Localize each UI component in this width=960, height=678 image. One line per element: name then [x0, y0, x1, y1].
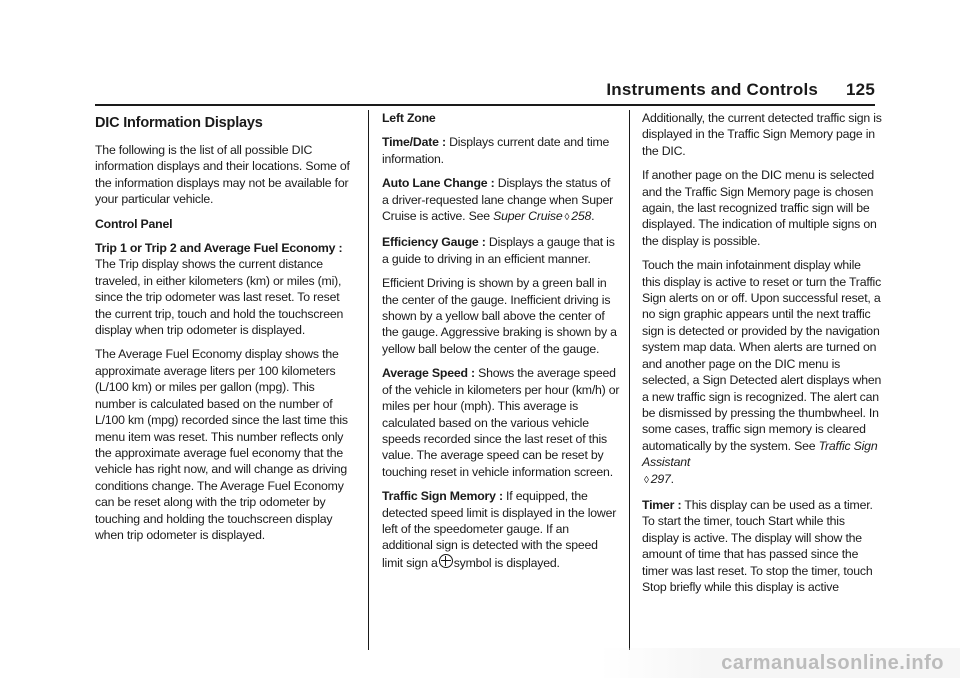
average-speed-term: Average Speed :: [382, 366, 475, 381]
intro-paragraph: The following is the list of all possible DIC information displays and their locations. Some of the information displays may not be available for your particular vehicle.: [95, 143, 350, 207]
page-ref-icon: ◊: [564, 212, 570, 224]
column-2: [382, 110, 620, 579]
auto-lane-change-paragraph: Auto Lane Change : Displays the status of a driver-requested lane change when Super Cruise is active. See Super Cruise ◊ 258.: [382, 176, 614, 224]
subheading-left-zone: Left Zone: [382, 111, 436, 125]
column-divider-1: [368, 110, 369, 650]
section-heading: DIC Information Displays: [95, 115, 263, 131]
trip-text: The Trip display shows the current distance traveled, in either kilometers (km) or miles (mi), since the trip odometer was last reset. To reset the current trip, touch and hold the touchscreen display when trip odometer is displayed.: [95, 257, 344, 338]
traffic-sign-assistant-link[interactable]: Traffic Sign Assistant: [642, 438, 878, 470]
traffic-sign-memory-text: If equipped, the detected speed limit is displayed in the lower left of the speedometer gauge. If an additional sign is detected with the speed limit sign a: [382, 489, 617, 570]
menu-page-paragraph: If another page on the DIC menu is selected and the Traffic Sign Memory page is chosen again, the last recognized traffic sign will be displayed. The indication of multiple signs on the display is possible.: [642, 168, 877, 248]
auto-lane-change-term: Auto Lane Change :: [382, 176, 495, 191]
reset-alerts-paragraph: Touch the main infotainment display while this display is active to reset or turn the Traffic Sign alerts on or off. Upon successful reset, a no sign graphic appears until the next traffic sign is detected or provided by the navigation system map data. When alerts are turned on and another page on the DIC menu is selected, a Sign Detected alert displays when a new traffic sign is recognized. The alert can be dismissed by pressing the thumbwheel. In some cases, traffic sign memory is cleared automatically by the system. See Traffic Sign Assistant ◊ 297.: [642, 258, 882, 486]
page-ref-icon: ◊: [644, 474, 649, 486]
efficiency-gauge-text: Displays a gauge that is a guide to driving in an efficient manner.: [382, 235, 615, 266]
efficiency-gauge-paragraph: [382, 234, 620, 267]
traffic-sign-memory-text-end: symbol is displayed.: [453, 555, 560, 570]
auto-lane-change-text: Displays the status of a driver-requested lane change when Super Cruise is active. See: [382, 176, 614, 224]
column-3: [642, 110, 882, 603]
page-header: [0, 80, 875, 100]
traffic-sign-memory-paragraph: [382, 488, 620, 571]
traffic-sign-memory-term: Traffic Sign Memory :: [382, 489, 503, 504]
time-date-text: Displays current date and time information.: [382, 135, 610, 166]
column-1: [95, 110, 357, 551]
column-divider-2: [629, 110, 630, 650]
timer-term: Timer :: [642, 497, 682, 512]
circle-plus-icon: [439, 554, 453, 568]
watermark: carmanualsonline.info: [600, 648, 960, 678]
super-cruise-link[interactable]: Super Cruise: [493, 209, 563, 224]
efficient-driving-paragraph: Efficient Driving is shown by a green ball in the center of the gauge. Inefficient driving is shown by a yellow ball above the center of the gauge. Aggressive braking is shown by a yellow ball below the center of the gauge.: [382, 276, 617, 356]
time-date-term: Time/Date :: [382, 135, 446, 150]
super-cruise-page[interactable]: 258: [571, 209, 592, 224]
header-divider: [95, 104, 875, 106]
section-title: Instruments and Controls: [606, 80, 819, 99]
traffic-sign-assistant-page[interactable]: 297: [650, 471, 671, 486]
time-date-paragraph: [382, 134, 620, 167]
trip-term: Trip 1 or Trip 2 and Average Fuel Economy :: [95, 241, 343, 256]
efficiency-gauge-term: Efficiency Gauge :: [382, 235, 486, 250]
timer-paragraph: [642, 497, 882, 595]
timer-text: This display can be used as a timer. To start the timer, touch Start while this display is active. The display will show the amount of time that has passed since the timer was last reset. To stop the timer, touch Stop briefly while this display is active: [642, 497, 873, 594]
average-speed-text: Shows the average speed of the vehicle in kilometers per hour (km/h) or miles per hour (mph). This average is calculated based on the various vehicle speeds recorded since the last reset of this value. The average speed can be reset by touching reset in vehicle information screen.: [382, 366, 620, 479]
average-speed-paragraph: [382, 365, 620, 480]
page-number: 125: [846, 80, 875, 99]
reset-alerts-text: Touch the main infotainment display while this display is active to reset or turn the Traffic Sign alerts on or off. Upon successful reset, a no sign graphic appears until the next traffic sign is detected or provided by the navigation system map data. When alerts are turned on and another page on the DIC menu is selected, a Sign Detected alert displays when a new traffic sign is recognized. The alert can be dismissed by pressing the thumbwheel. In some cases, traffic sign memory is cleared automatically by the system. See: [642, 258, 882, 453]
fuel-economy-paragraph: The Average Fuel Economy display shows the approximate average liters per 100 kilometers (L/100 km) or miles per gallon (mpg). This number is calculated based on the number of L/100 km (mpg) recorded since the last time this menu item was reset. This number reflects only the approximate average fuel economy that the vehicle has right now, and will change as driving conditions change. The Average Fuel Economy can be reset along with the trip odometer by touching and holding the touchscreen display when trip odometer is displayed.: [95, 347, 348, 542]
subheading-control-panel: Control Panel: [95, 216, 173, 231]
additional-sign-paragraph: Additionally, the current detected traffic sign is displayed in the Traffic Sign Memory page in the DIC.: [642, 111, 882, 158]
trip-paragraph: [95, 240, 357, 338]
